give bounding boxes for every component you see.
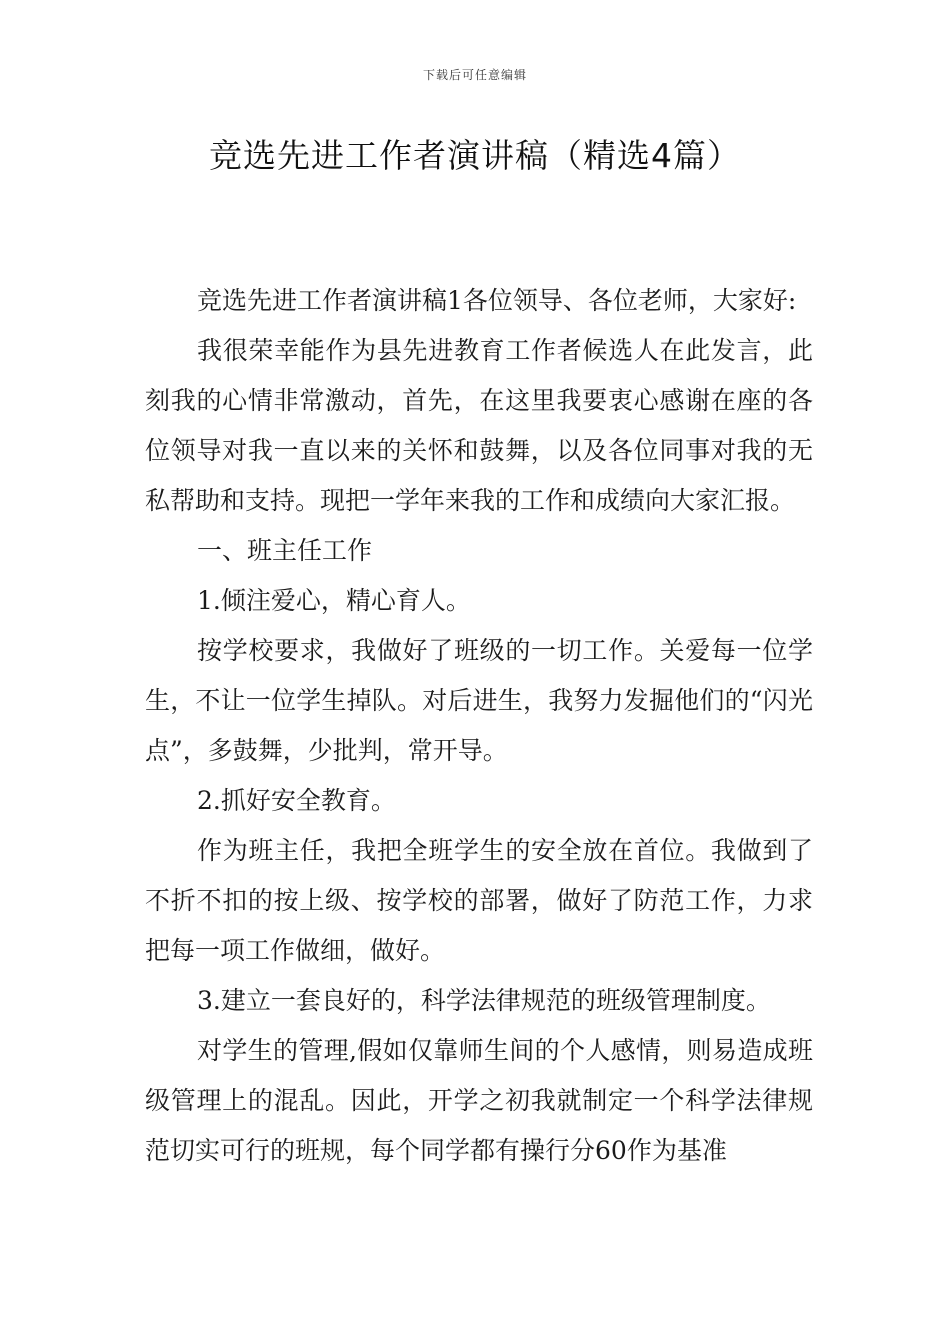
paragraph-intro: 我很荣幸能作为县先进教育工作者候选人在此发言，此刻我的心情非常激动，首先，在这里我要衷心感谢在座的各位领导对我一直以来的关怀和鼓舞，以及各位同事对我的无私帮助和支持。现把一学年来我的工作和成绩向大家汇报。: [145, 336, 813, 515]
paragraph-safety: 作为班主任，我把全班学生的安全放在首位。我做到了不折不扣的按上级、按学校的部署，做好了防范工作，力求把每一项工作做细，做好。: [145, 836, 813, 965]
paragraph-management: 对学生的管理,假如仅靠师生间的个人感情，则易造成班级管理上的混乱。因此，开学之初我就制定一个科学法律规范切实可行的班规，每个同学都有操行分60作为基准: [145, 1036, 813, 1165]
subheading-2: 2.抓好安全教育。: [197, 786, 396, 815]
document-title: 竞选先进工作者演讲稿（精选4篇）: [209, 136, 741, 175]
paragraph-care: 按学校要求，我做好了班级的一切工作。关爱每一位学生，不让一位学生掉队。对后进生，我努力发掘他们的“闪光点”，多鼓舞，少批判，常开导。: [145, 636, 813, 765]
subheading-1: 1.倾注爱心，精心育人。: [197, 586, 471, 615]
document-body: [145, 276, 813, 1176]
section-heading-class-teacher: 一、班主任工作: [197, 536, 373, 565]
header-note: 下载后可任意编辑: [422, 68, 527, 82]
subheading-3: 3.建立一套良好的，科学法律规范的班级管理制度。: [197, 986, 771, 1015]
paragraph-greeting: 竞选先进工作者演讲稿1各位领导、各位老师，大家好:: [197, 286, 797, 315]
